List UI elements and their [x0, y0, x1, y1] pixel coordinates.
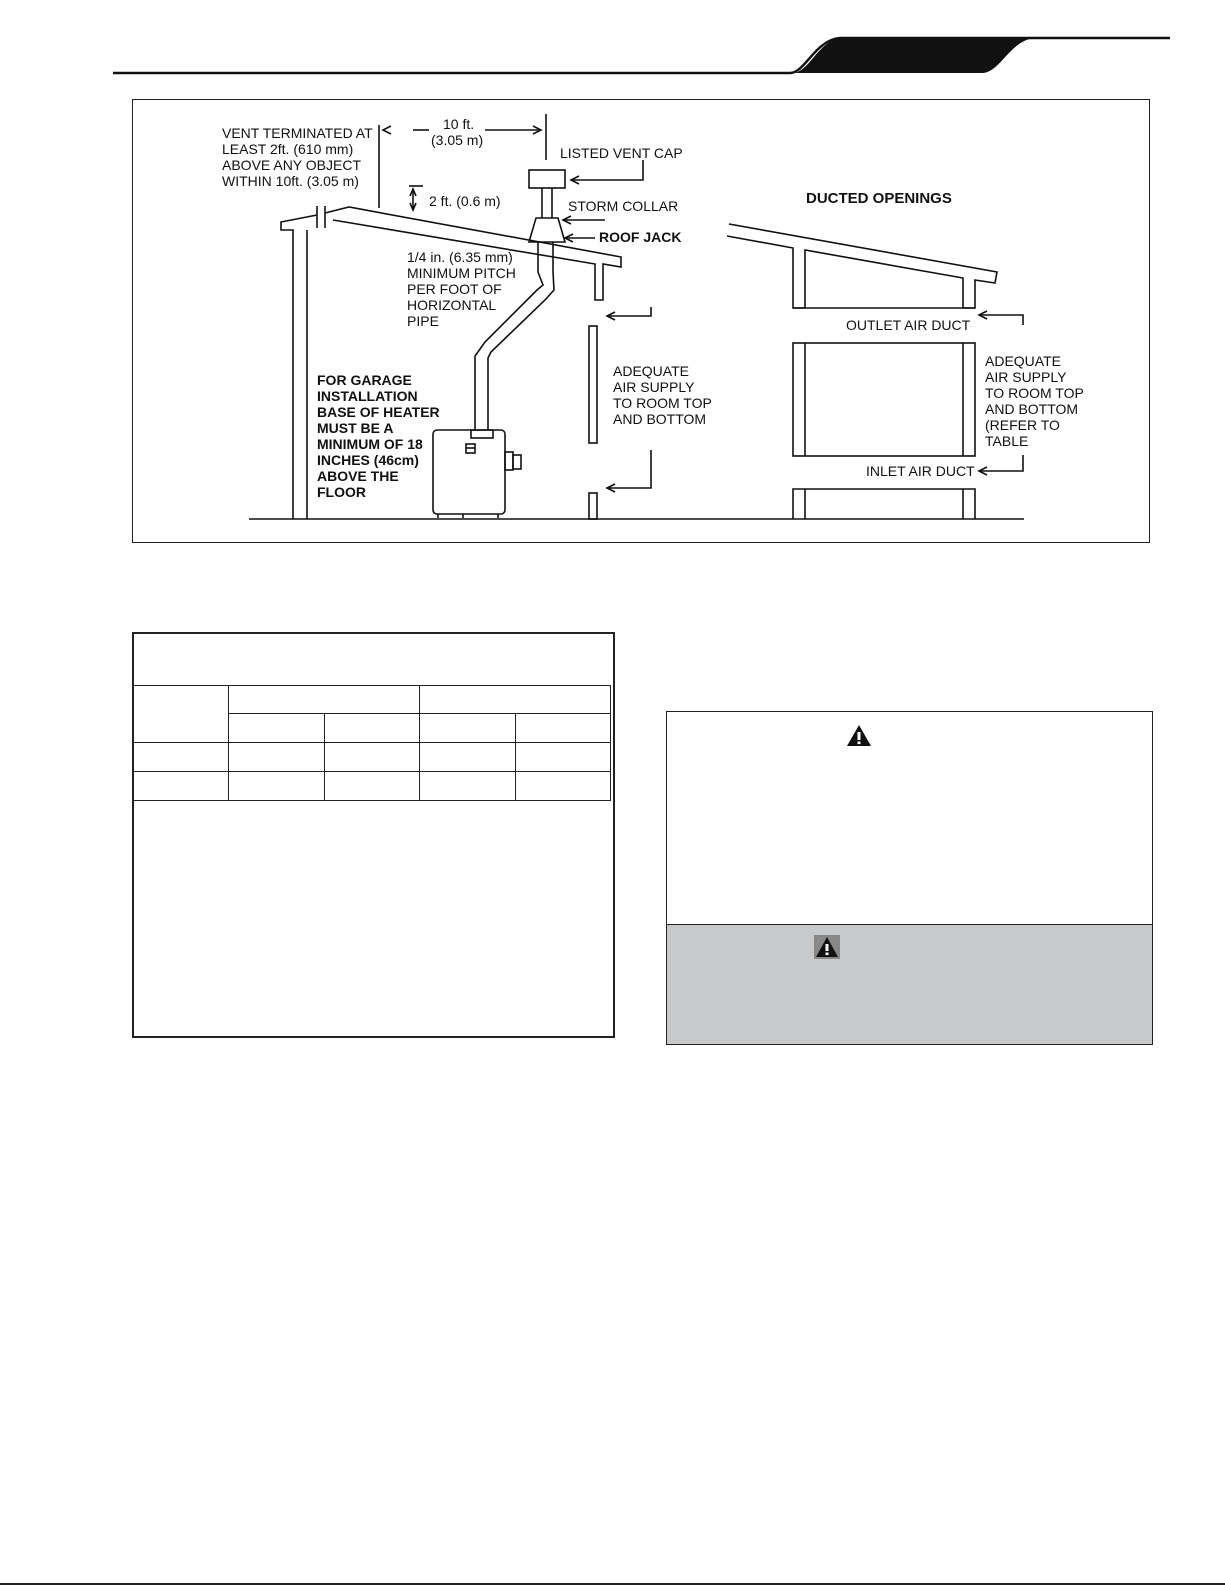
ducted-room: [793, 343, 975, 456]
storm-collar-shape: [529, 218, 565, 242]
ducted-air-line-6: TABLE: [985, 433, 1029, 449]
caution-triangle-icon: [814, 935, 840, 959]
warning-panel: [666, 711, 1153, 1045]
wall-opening-lower: [589, 493, 597, 519]
diagram-svg: [133, 100, 1151, 544]
left-wall: [281, 215, 317, 519]
pitch-note-line-4: HORIZONTAL: [407, 297, 497, 313]
header-tab: [793, 38, 1035, 73]
table-cell: [133, 743, 229, 772]
garage-note-line-2: INSTALLATION: [317, 388, 418, 404]
vent-note-line-2: LEAST 2ft. (610 mm): [222, 141, 354, 157]
table-cell: [324, 743, 419, 772]
distance-10ft: 10 ft.: [443, 116, 475, 132]
table-cell: [229, 743, 324, 772]
table-cell: [229, 686, 420, 714]
ducted-air-line-5: (REFER TO: [985, 417, 1060, 433]
air-supply-line-4: AND BOTTOM: [613, 411, 707, 427]
ducted-air-line-3: TO ROOM TOP: [985, 385, 1084, 401]
heater-body: [433, 430, 505, 514]
ducted-roof: [727, 224, 997, 308]
garage-note-line-8: FLOOR: [317, 484, 366, 500]
table-cell: [229, 772, 324, 801]
garage-note-line-4: MUST BE A: [317, 420, 394, 436]
ducted-openings-title: DUCTED OPENINGS: [806, 190, 952, 207]
wall-opening-upper: [589, 326, 597, 443]
listed-vent-cap-label: LISTED VENT CAP: [560, 145, 683, 161]
garage-note-line-6: INCHES (46cm): [317, 452, 419, 468]
air-supply-table-panel: [132, 632, 615, 1038]
table-cell: [515, 743, 610, 772]
distance-2ft: 2 ft. (0.6 m): [429, 193, 501, 209]
table-cell: [229, 714, 324, 743]
caution-box: [667, 924, 1152, 1044]
garage-note-line-3: BASE OF HEATER: [317, 404, 440, 420]
storm-collar-label: STORM COLLAR: [568, 198, 679, 214]
pitch-note-line-3: PER FOOT OF: [407, 281, 502, 297]
roof-jack-label: ROOF JACK: [599, 229, 682, 245]
garage-note-line-1: FOR GARAGE: [317, 372, 412, 388]
pitch-note-line-1: 1/4 in. (6.35 mm): [407, 249, 513, 265]
garage-note-line-5: MINIMUM OF 18: [317, 436, 423, 452]
warning-triangle-icon: [846, 724, 872, 748]
table-cell: [420, 686, 611, 714]
ducted-air-line-4: AND BOTTOM: [985, 401, 1079, 417]
table-cell: [515, 714, 610, 743]
table-cell: [324, 714, 419, 743]
table-cell: [420, 772, 515, 801]
table-cell: [420, 714, 515, 743]
installation-diagram: [132, 99, 1150, 543]
ducted-air-line-2: AIR SUPPLY: [985, 369, 1067, 385]
air-supply-line-2: AIR SUPPLY: [613, 379, 695, 395]
pitch-note-line-2: MINIMUM PITCH: [407, 265, 516, 281]
outlet-air-duct-label: OUTLET AIR DUCT: [846, 317, 971, 333]
vent-note-line-4: WITHIN 10ft. (3.05 m): [222, 173, 359, 189]
vent-cap-shape: [529, 170, 565, 188]
vent-note-line-3: ABOVE ANY OBJECT: [222, 157, 362, 173]
pitch-note-line-5: PIPE: [407, 313, 439, 329]
ducted-air-line-1: ADEQUATE: [985, 353, 1061, 369]
garage-note-line-7: ABOVE THE: [317, 468, 399, 484]
air-supply-table: [132, 685, 611, 801]
vent-note-line-1: VENT TERMINATED AT: [222, 125, 373, 141]
air-supply-line-1: ADEQUATE: [613, 363, 689, 379]
table-cell: [515, 772, 610, 801]
table-cell: [420, 743, 515, 772]
table-cell: [324, 772, 419, 801]
table-cell: [133, 772, 229, 801]
air-supply-line-3: TO ROOM TOP: [613, 395, 712, 411]
page-header-rule: [0, 0, 1225, 90]
inlet-air-duct-label: INLET AIR DUCT: [866, 463, 975, 479]
table-cell: [133, 686, 229, 743]
ducted-lower: [793, 489, 975, 519]
distance-10ft-metric: (3.05 m): [431, 132, 484, 148]
